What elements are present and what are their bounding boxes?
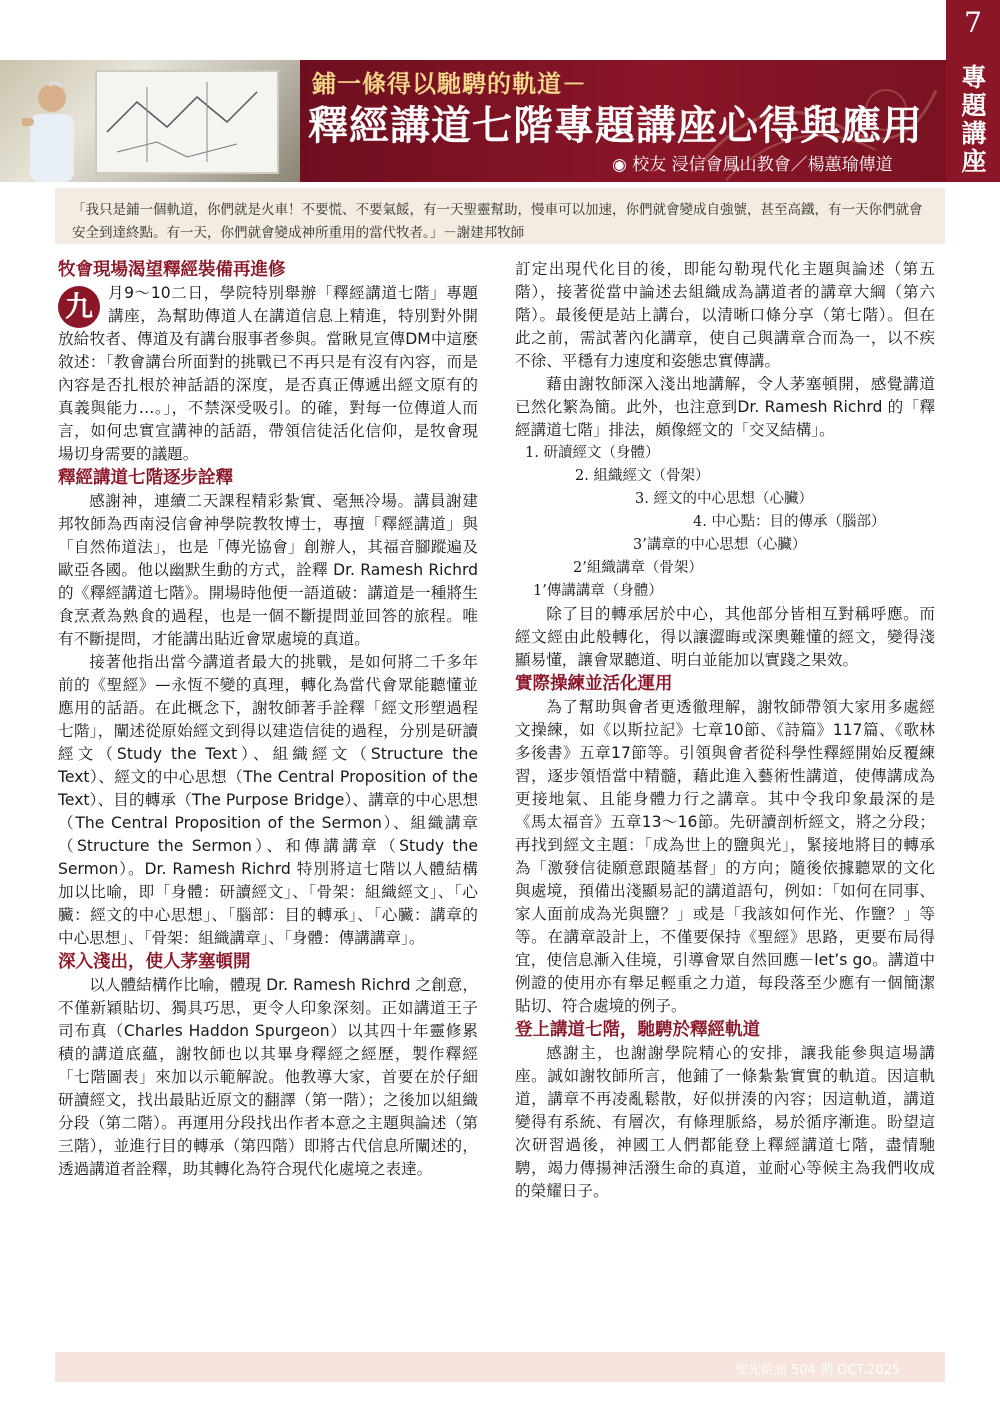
step-item: 1. 研讀經文（身體） — [525, 445, 660, 461]
paragraph: 接著他指出當今講道者最大的挑戰，是如何將二千多年前的《聖經》—永恆不變的真理，轉化為當代會眾能聽懂並應用的話語。在此概念下，謝牧師著手詮釋「經文形塑過程七階」，闡述從原始經文到得以建造信徒的過程，分別是研讀經文（Study the Text）、組織經文（Structure the Text）、經文的中心思想（The Central Proposition of the Text）、目的轉承（The Purpose Bridge）、講章的中心思想（The Central Proposition of the Sermon）、組織講章（Structure the Sermon）、和傳講講章（Study the Sermon）。Dr. Ramesh Richrd 特別將這七階以人體結構加以比喻，即「身體：研讀經文」、「骨架：組織經文」、「心臟：經文的中心思想」、「腦部：目的轉承」、「心臟：講章的中心思想」、「骨架：組織講章」、「身體：傳講講章」。 — [58, 653, 478, 947]
article-title: 釋經講道七階專題講座心得與應用 — [308, 102, 923, 149]
footer-issue: 聖光院訊 504 期 OCT.2025 — [735, 1363, 901, 1378]
pull-quote: 「我只是鋪一個軌道，你們就是火車！不要慌、不要氣餒，有一天聖靈幫助，慢車可以加速，你們就會變成自強號，甚至高鐵，有一天你們就會安全到達終點。有一天，你們就會變成神所重用的當代牧者。」－謝建邦牧師 — [72, 202, 923, 241]
paragraph: 除了目的轉承居於中心，其他部分皆相互對稱呼應。而經文經由此般轉化，得以讓澀晦或深奧難懂的經文，變得淺顯易懂，讓會眾聽道、明白並能加以實踐之果效。 — [515, 605, 935, 669]
chiasm-steps — [515, 442, 935, 603]
paragraph: 藉由謝牧師深入淺出地講解，令人茅塞頓開，感覺講道已然化繁為簡。此外，也注意到Dr. Ramesh Richrd 的「釋經講道七階」排法，頗像經文的「交叉結構」。 — [515, 375, 935, 439]
step-item: 2’組織講章（骨架） — [573, 560, 703, 576]
paragraph: 感謝主，也謝謝學院精心的安排，讓我能參與這場講座。誠如謝牧師所言，他鋪了一條紮紮實實的軌道。因這軌道，講章不再凌亂鬆散，好似拼湊的內容；因這軌道，講道變得有系統、有層次，有條理脈絡，易於循序漸進。盼望這次研習過後，神國工人們都能登上釋經講道七階，盡情馳騁，竭力傳揚神活潑生命的真道，並耐心等候主為我們收成的榮耀日子。 — [515, 1044, 935, 1200]
step-item: 4. 中心點：目的傳承（腦部） — [693, 514, 886, 530]
page-number: 7 — [964, 6, 982, 39]
step-item: 3. 經文的中心思想（心臟） — [635, 491, 813, 507]
section-heading: 登上講道七階，馳騁於釋經軌道 — [515, 1020, 760, 1040]
right-column — [515, 258, 935, 1203]
author-byline: ◉ 校友 浸信會鳳山教會／楊蕙瑜傳道 — [612, 155, 893, 175]
paragraph: 月9～10二日，學院特別舉辦「釋經講道七階」專題講座，為幫助傳道人在講道信息上精進，特別對外開放給牧者、傳道及有講台服事者參與。當瞅見宣傳DM中這麼敘述：「教會講台所面對的挑戰已不再只是有沒有內容，而是內容是否扎根於神話語的深度，是否真正傳遞出經文原有的真義與能力…。」，不禁深受吸引。的確，對每一位傳道人而言，如何忠實宣講神的話語，帶領信徒活化信仰，是牧會現場切身需要的議題。 — [58, 284, 478, 463]
step-item: 2. 組織經文（骨架） — [575, 468, 710, 484]
left-column — [58, 258, 478, 1181]
paragraph: 訂定出現代化目的後，即能勾勒現代化主題與論述（第五階），接著從當中論述去組織成為講道者的講章大綱（第六階）。最後便是站上講台，以清晰口條分享（第七階）。但在此之前，需試著內化講章，使自己與講章合而為一，以不疾不徐、平穩有力速度和姿態忠實傳講。 — [515, 260, 935, 370]
step-item: 1’傳講講章（身體） — [533, 583, 663, 599]
drop-cap: 九 — [58, 286, 100, 328]
section-heading: 實際操練並活化運用 — [515, 674, 673, 694]
step-item: 3’講章的中心思想（心臟） — [633, 537, 807, 553]
whiteboard-diagram — [97, 72, 277, 172]
section-heading: 釋經講道七階逐步詮釋 — [58, 468, 233, 488]
section-heading: 深入淺出，使人茅塞頓開 — [58, 952, 251, 972]
section-heading: 牧會現場渴望釋經裝備再進修 — [58, 260, 286, 280]
header-photo — [0, 60, 300, 182]
whiteboard — [95, 70, 279, 174]
section-tag: 專題講座 — [961, 63, 987, 176]
paragraph: 為了幫助與會者更透徹理解，謝牧師帶領大家用多處經文操練，如《以斯拉記》七章10節、《詩篇》117篇、《歌林多後書》五章17節等。引領與會者從科學性釋經開始反覆練習，逐步領悟當中精髓，藉此進入藝術性講道，使傳講成為更接地氣、且能身體力行之講章。其中令我印象最深的是《馬太福音》五章13～16節。先研讀剖析經文，將之分段；再找到經文主題：「成為世上的鹽與光」，緊接地將目的轉承為「激發信徒願意跟隨基督」的方向；隨後依據聽眾的文化與處境，預備出淺顯易記的講道語句，例如：「如何在同事、家人面前成為光與鹽？」或是「我該如何作光、作鹽？」等等。在講章設計上，不僅要保持《聖經》思路，更要布局得宜，使信息漸入佳境，引導會眾自然回應－let’s go。講道中例證的使用亦有舉足輕重之力道，每段落至少應有一個簡潔貼切、符合處境的例子。 — [515, 698, 935, 1015]
speaker-figure — [22, 78, 82, 182]
paragraph: 感謝神，連續二天課程精彩紮實、毫無冷場。講員謝建邦牧師為西南浸信會神學院教牧博士，專擅「釋經講道」與「自然佈道法」，也是「傳光協會」創辦人，其福音腳蹤遍及歐亞各國。他以幽默生動的方式，詮釋 Dr. Ramesh Richrd 的《釋經講道七階》。開場時他便一語道破：講道是一種將生食烹煮為熟食的過程，也是一個不斷提問並回答的旅程。唯有不斷提問，才能講出貼近會眾處境的真道。 — [58, 492, 478, 648]
paragraph: 以人體結構作比喻，體現 Dr. Ramesh Richrd 之創意，不僅新穎貼切、獨具巧思，更令人印象深刻。正如講道王子司布真（Charles Haddon Spurgeon）以其四十年靈修累積的講道底蘊，謝牧師也以其畢身釋經之經歷，製作釋經「七階圖表」來加以示範解說。他教導大家，首要在於仔細研讀經文，找出最貼近原文的翻譯（第一階）；之後加以組織分段（第二階）。再運用分段找出作者本意之主題與論述（第三階），並進行目的轉承（第四階）即將古代信息所闡述的，透過講道者詮釋，助其轉化為符合現代化處境之表達。 — [58, 976, 478, 1178]
article-kicker: 鋪一條得以馳騁的軌道－ — [312, 70, 587, 98]
